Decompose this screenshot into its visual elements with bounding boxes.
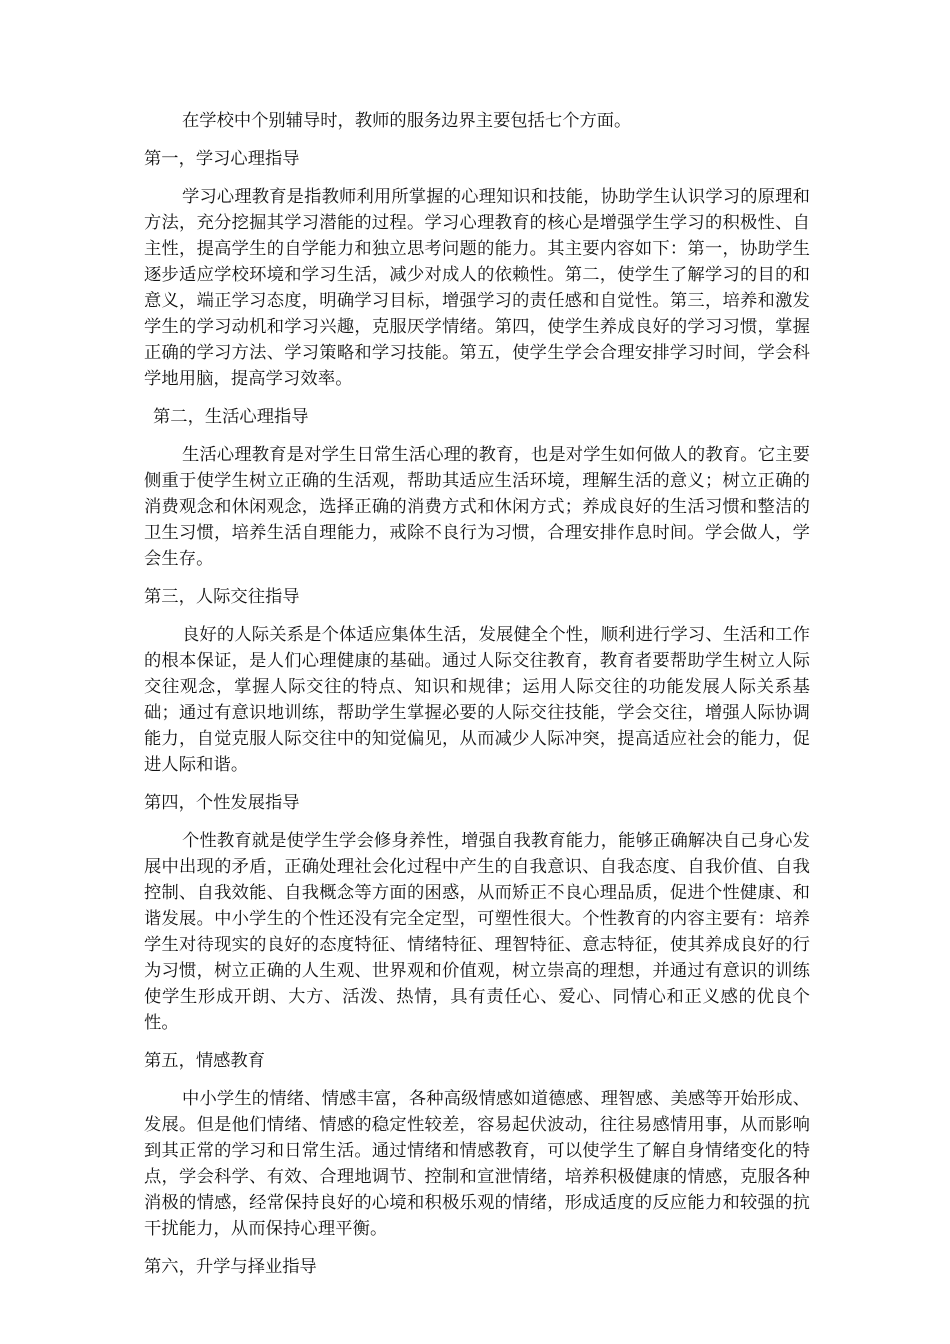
section-emotion-education: [144, 1048, 810, 1242]
section-body: 良好的人际关系是个体适应集体生活，发展健全个性，顺利进行学习、生活和工作的根本保证，是人们心理健康的基础。通过人际交往教育，教育者要帮助学生树立人际交往观念，掌握人际交往的特点、知识和规律；运用人际交往的功能发展人际关系基础；通过有意识地训练，帮助学生掌握必要的人际交往技能，学会交往，增强人际协调能力，自觉克服人际交往中的知觉偏见，从而减少人际冲突，提高适应社会的能力，促进人际和谐。: [144, 625, 810, 775]
section-life-guidance: [144, 404, 810, 572]
section-body: 生活心理教育是对学生日常生活心理的教育，也是对学生如何做人的教育。它主要侧重于使学生树立正确的生活观，帮助其适应生活环境，理解生活的意义；树立正确的消费观念和休闲观念，选择正确的消费方式和休闲方式；养成良好的生活习惯和整洁的卫生习惯，培养生活自理能力，戒除不良行为习惯，合理安排作息时间。学会做人，学会生存。: [144, 445, 810, 569]
section-personality-guidance: [144, 790, 810, 1036]
section-heading: 第六，升学与择业指导: [144, 1257, 317, 1277]
section-heading: 第四，个性发展指导: [144, 793, 300, 813]
section-interpersonal-guidance: [144, 584, 810, 778]
section-body: 个性教育就是使学生学会修身养性，增强自我教育能力，能够正确解决自己身心发展中出现的矛盾，正确处理社会化过程中产生的自我意识、自我态度、自我价值、自我控制、自我效能、自我概念等方面的困惑，从而矫正不良心理品质，促进个性健康、和谐发展。中小学生的个性还没有完全定型，可塑性很大。个性教育的内容主要有：培养学生对待现实的良好的态度特征、情绪特征、理智特征、意志特征，使其养成良好的行为习惯，树立正确的人生观、世界观和价值观，树立崇高的理想，并通过有意识的训练使学生形成开朗、大方、活泼、热情，具有责任心、爱心、同情心和正义感的优良个性。: [144, 831, 810, 1033]
section-study-guidance: [144, 146, 810, 392]
section-heading: 第五，情感教育: [144, 1051, 265, 1071]
section-heading: 第三，人际交往指导: [144, 587, 300, 607]
section-heading: 第二，生活心理指导: [153, 407, 309, 427]
section-body: 中小学生的情绪、情感丰富，各种高级情感如道德感、理智感、美感等开始形成、发展。但是他们情绪、情感的稳定性较差，容易起伏波动，往往易感情用事，从而影响到其正常的学习和日常生活。通过情绪和情感教育，可以使学生了解自身情绪变化的特点，学会科学、有效、合理地调节、控制和宣泄情绪，培养积极健康的情感，克服各种消极的情感，经常保持良好的心境和积极乐观的情绪，形成适度的反应能力和较强的抗干扰能力，从而保持心理平衡。: [144, 1089, 810, 1239]
section-body: 学习心理教育是指教师利用所掌握的心理知识和技能，协助学生认识学习的原理和方法，充分挖掘其学习潜能的过程。学习心理教育的核心是增强学生学习的积极性、自主性，提高学生的自学能力和独立思考问题的能力。其主要内容如下：第一，协助学生逐步适应学校环境和学习生活，减少对成人的依赖性。第二，使学生了解学习的目的和意义，端正学习态度，明确学习目标，增强学习的责任感和自觉性。第三，培养和激发学生的学习动机和学习兴趣，克服厌学情绪。第四，使学生养成良好的学习习惯，掌握正确的学习方法、学习策略和学习技能。第五，使学生学会合理安排学习时间，学会科学地用脑，提高学习效率。: [144, 187, 810, 389]
section-heading: 第一，学习心理指导: [144, 149, 300, 169]
intro-paragraph: 在学校中个别辅导时，教师的服务边界主要包括七个方面。: [182, 111, 632, 131]
section-career-guidance: [144, 1254, 810, 1280]
document-page: [144, 108, 810, 1292]
